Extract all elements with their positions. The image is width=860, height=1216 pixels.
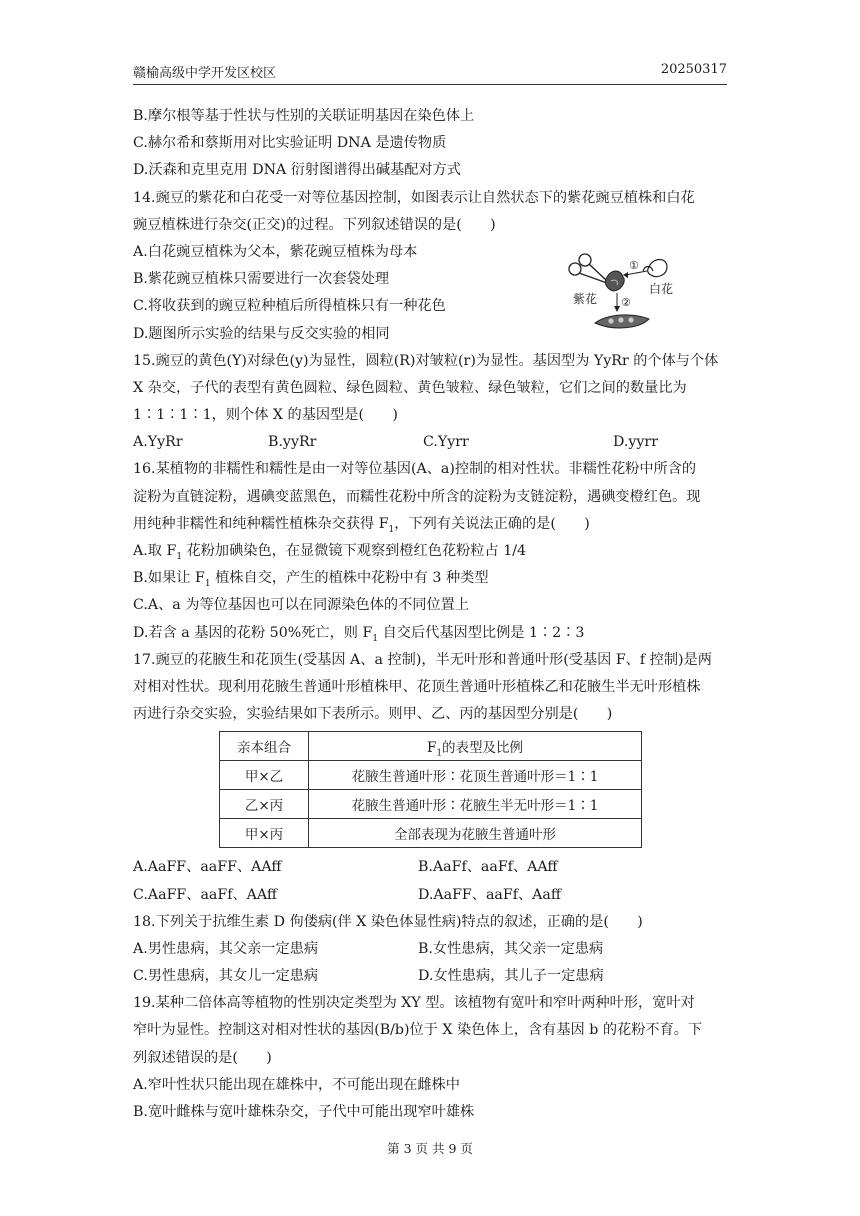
- purple-flower-icon: [605, 271, 624, 291]
- option-line: D.沃森和克里克用 DNA 衍射图谱得出碱基配对方式: [133, 162, 461, 179]
- option-line: B.紫花豌豆植株只需要进行一次套袋处理: [133, 271, 390, 288]
- question-17-stem: 丙进行杂交实验，实验结果如下表所示。则甲、乙、丙的基因型分别是( ): [133, 706, 613, 723]
- question-18-stem: 18.下列关于抗维生素 D 佝偻病(伴 X 染色体显性病)特点的叙述，正确的是( ): [133, 913, 643, 930]
- option-line: B.摩尔根等基于性状与性别的关联证明基因在染色体上: [133, 108, 475, 124]
- exam-date: 20250317: [660, 62, 727, 77]
- option-c: C.男性患病，其女儿一定患病: [133, 968, 319, 985]
- table-row: [220, 819, 642, 848]
- exam-content: [133, 103, 733, 1126]
- option-line: A.白花豌豆植株为父本，紫花豌豆植株为母本: [133, 243, 418, 260]
- question-16-stem: 用纯种非糯性和纯种糯性植株杂交获得 $F_1$，下列有关说法正确的是( ): [133, 515, 590, 535]
- option-line: C.将收获到的豌豆粒种植后所得植株只有一种花色: [133, 298, 446, 315]
- option-line: B.如果让 $F_1$ 植株自交，产生的植株中花粉中有 3 种类型: [133, 570, 489, 590]
- option-c: C.Yyrr: [423, 434, 469, 451]
- question-19-stem: 19.某种二倍体高等植物的性别决定类型为 XY 型。该植物有宽叶和窄叶两种叶形，宽叶对: [133, 995, 695, 1012]
- question-19-stem: 窄叶为显性。控制这对相对性状的基因(B/b)位于 X 染色体上，含有基因 b 的花粉不育。下: [133, 1022, 703, 1039]
- pea-pod-icon: [595, 315, 649, 328]
- option-d: D.AaFF、aaFf、Aaff: [418, 886, 561, 903]
- cross-results-table: [219, 731, 642, 848]
- table-header-cell: $F_1$的表型及比例: [309, 732, 642, 761]
- question-16-stem: 淀粉为直链淀粉，遇碘变蓝黑色，而糯性花粉中所含的淀粉为支链淀粉，遇碘变橙红色。现: [133, 488, 701, 505]
- page-header: [133, 62, 727, 80]
- question-18-options: [133, 963, 733, 990]
- option-c: C.AaFF、aaFf、AAff: [133, 886, 277, 903]
- purple-flower-label: 紫花: [573, 292, 598, 306]
- option-a: A.AaFF、aaFF、AAff: [133, 859, 282, 876]
- option-line: D.若含 a 基因的花粉 50%死亡，则 $F_1$ 自交后代基因型比例是 1∶2∶3: [133, 624, 585, 644]
- page-number: 第 3 页 共 9 页: [387, 1141, 473, 1156]
- option-b: B.女性患病，其父亲一定患病: [418, 940, 604, 957]
- table-cell: 乙×丙: [220, 790, 309, 819]
- question-14-stem: 14.豌豆的紫花和白花受一对等位基因控制，如图表示让自然状态下的紫花豌豆植株和白花: [133, 189, 695, 206]
- table-cell: 甲×丙: [220, 819, 309, 848]
- option-b: B.AaFf、aaFf、AAff: [418, 859, 558, 876]
- question-19-stem: 列叙述错误的是( ): [133, 1049, 272, 1066]
- question-17-stem: 对相对性状。现利用花腋生普通叶形植株甲、花顶生普通叶形植株乙和花腋生半无叶形植株: [133, 678, 701, 695]
- option-a: A.男性患病，其父亲一定患病: [133, 940, 319, 957]
- table-header-row: [220, 732, 642, 761]
- pollination-figure: [563, 251, 683, 339]
- table-cell: 全部表现为花腋生普通叶形: [309, 819, 642, 848]
- question-17-options: [133, 882, 733, 909]
- question-14-stem: 豌豆植株进行杂交(正交)的过程。下列叙述错误的是( ): [133, 216, 496, 233]
- option-line: C.A、a 为等位基因也可以在同源染色体的不同位置上: [133, 597, 470, 614]
- table-row: [220, 790, 642, 819]
- white-flower-label: 白花: [649, 282, 674, 296]
- option-line: A.窄叶性状只能出现在雄株中，不可能出现在雌株中: [133, 1076, 460, 1093]
- table-cell: 甲×乙: [220, 761, 309, 790]
- question-15-stem: 1∶1∶1∶1，则个体 X 的基因型是( ): [133, 407, 398, 424]
- table-row: [220, 761, 642, 790]
- step-2-label: ②: [621, 296, 631, 309]
- result-arrowhead: [614, 306, 620, 312]
- option-d: D.yyrr: [613, 434, 658, 451]
- header-divider: [133, 84, 727, 85]
- question-16-stem: 16.某植物的非糯性和糯性是由一对等位基因(A、a)控制的相对性状。非糯性花粉中所含的: [133, 461, 697, 478]
- question-17-stem: 17.豌豆的花腋生和花顶生(受基因 A、a 控制)，半无叶形和普通叶形(受基因 F、f 控制)是两: [133, 651, 712, 668]
- option-line: A.取 $F_1$ 花粉加碘染色，在显微镜下观察到橙红色花粉粒占 1/4: [133, 543, 527, 562]
- table-cell: 花腋生普通叶形∶花腋生半无叶形＝1∶1: [309, 790, 642, 819]
- step-1-label: ①: [629, 259, 639, 272]
- table-header-cell: 亲本组合: [220, 732, 309, 761]
- table-cell: 花腋生普通叶形∶花顶生普通叶形＝1∶1: [309, 761, 642, 790]
- question-18-options: [133, 936, 733, 963]
- option-a: A.YyRr: [133, 434, 183, 451]
- question-15-options: [133, 429, 733, 456]
- option-b: B.yyRr: [268, 434, 317, 451]
- school-name: 赣榆高级中学开发区校区: [133, 66, 277, 81]
- question-17-options: [133, 854, 733, 881]
- question-15-stem: X 杂交，子代的表型有黄色圆粒、绿色圆粒、黄色皱粒、绿色皱粒，它们之间的数量比为: [133, 379, 687, 396]
- option-line: D.题图所示实验的结果与反交实验的相同: [133, 325, 390, 342]
- option-line: B.宽叶雌株与宽叶雄株杂交，子代中可能出现窄叶雄株: [133, 1104, 475, 1120]
- white-flower-icon: [643, 260, 667, 277]
- scissors-icon: [569, 254, 607, 283]
- option-line: C.赫尔希和蔡斯用对比实验证明 DNA 是遗传物质: [133, 135, 447, 152]
- question-15-stem: 15.豌豆的黄色(Y)对绿色(y)为显性，圆粒(R)对皱粒(r)为显性。基因型为 YyRr 的个体与个体: [133, 352, 719, 369]
- option-d: D.女性患病，其儿子一定患病: [418, 968, 604, 985]
